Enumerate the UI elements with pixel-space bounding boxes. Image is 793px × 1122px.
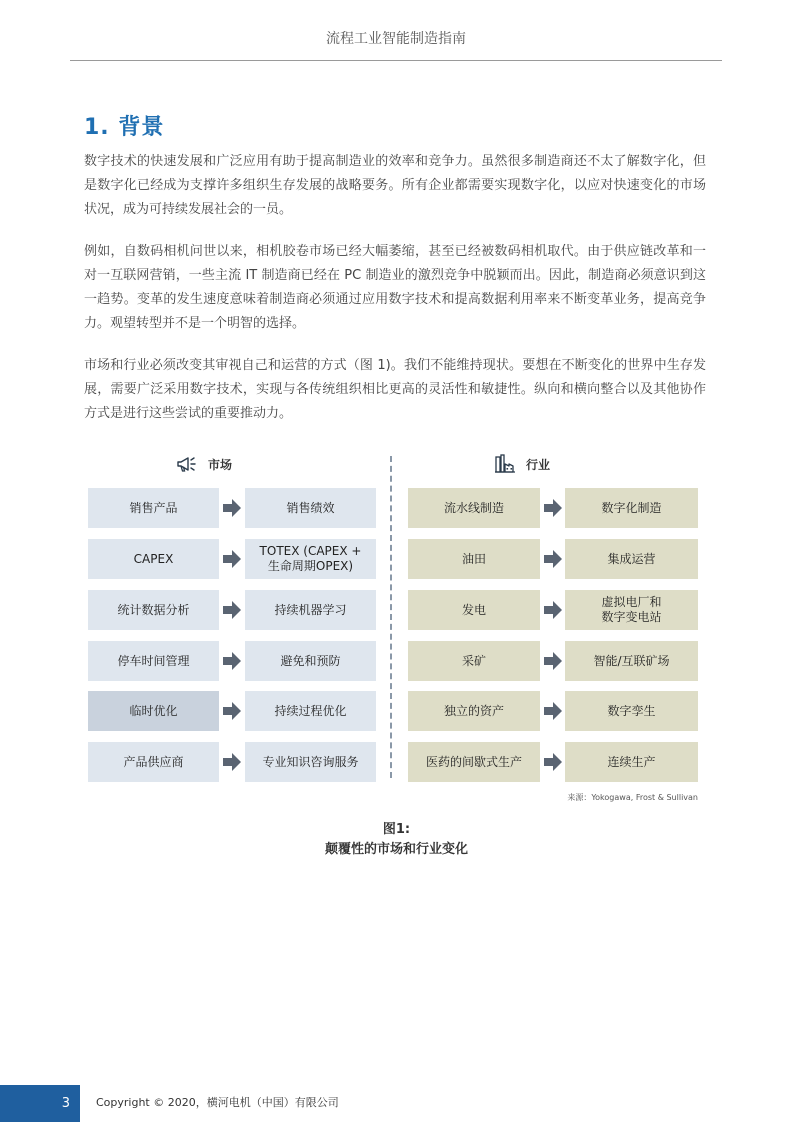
page-number: 3 <box>0 1085 80 1122</box>
market-label: 市场 <box>208 457 233 472</box>
arrow-right-icon <box>544 702 562 720</box>
factory-icon <box>494 454 516 474</box>
transition-row <box>0 539 793 579</box>
market-from-box: 产品供应商 <box>88 742 219 782</box>
transition-row <box>0 691 793 731</box>
industry-to-box: 连续生产 <box>565 742 698 782</box>
industry-from-box: 发电 <box>408 590 540 630</box>
copyright-text: Copyright © 2020，横河电机（中国）有限公司 <box>96 1096 339 1109</box>
section-title: 1. 背景 <box>84 115 165 140</box>
paragraph-2: 例如，自数码相机问世以来，相机胶卷市场已经大幅萎缩，甚至已经被数码相机取代。由于供应链改革和一对一互联网营销，一些主流 IT 制造商已经在 PC 制造业的激烈竞争中脱颖而出。因此，制造商必须意识到这一趋势。变革的发生速度意味着制造商必须通过应用数字技术和提高数据利用率来不断变革业务，提高竞争力。观望转型并不是一个明智的选择。 <box>84 244 706 331</box>
industry-from-box: 油田 <box>408 539 540 579</box>
industry-to-box: 数字孪生 <box>565 691 698 731</box>
market-to-box: 持续过程优化 <box>245 691 376 731</box>
arrow-right-icon <box>544 550 562 568</box>
arrow-right-icon <box>223 499 241 517</box>
paragraph-1: 数字技术的快速发展和广泛应用有助于提高制造业的效率和竞争力。虽然很多制造商还不太了解数字化，但是数字化已经成为支撑许多组织生存发展的战略要务。所有企业都需要实现数字化，以应对快速变化的市场状况，成为可持续发展社会的一员。 <box>84 154 706 217</box>
transition-row <box>0 742 793 782</box>
figure-caption <box>0 820 793 860</box>
market-from-box: 销售产品 <box>88 488 219 528</box>
industry-from-box: 流水线制造 <box>408 488 540 528</box>
market-to-box: 持续机器学习 <box>245 590 376 630</box>
figure-title: 颠覆性的市场和行业变化 <box>324 842 468 857</box>
megaphone-icon <box>176 455 198 473</box>
header-rule <box>70 60 722 61</box>
market-to-box: TOTEX (CAPEX + 生命周期OPEX) <box>245 539 376 579</box>
market-from-box: 停车时间管理 <box>88 641 219 681</box>
arrow-right-icon <box>223 652 241 670</box>
industry-to-box: 数字化制造 <box>565 488 698 528</box>
paragraph-3: 市场和行业必须改变其审视自己和运营的方式（图 1)。我们不能维持现状。要想在不断变化的世界中生存发展，需要广泛采用数字技术，实现与各传统组织相比更高的灵活性和敏捷性。纵向和横向整合以及其他协作方式是进行这些尝试的重要推动力。 <box>84 358 706 421</box>
industry-to-box: 集成运营 <box>565 539 698 579</box>
arrow-right-icon <box>223 702 241 720</box>
arrow-right-icon <box>544 499 562 517</box>
industry-to-box: 智能/互联矿场 <box>565 641 698 681</box>
arrow-right-icon <box>544 753 562 771</box>
market-from-box: CAPEX <box>88 539 219 579</box>
arrow-right-icon <box>223 753 241 771</box>
figure-source: 来源：Yokogawa, Frost & Sullivan <box>567 793 698 802</box>
market-to-box: 专业知识咨询服务 <box>245 742 376 782</box>
industry-from-box: 医药的间歇式生产 <box>408 742 540 782</box>
industry-from-box: 独立的资产 <box>408 691 540 731</box>
arrow-right-icon <box>544 652 562 670</box>
market-column-header <box>176 452 232 476</box>
transition-row <box>0 641 793 681</box>
transition-row <box>0 488 793 528</box>
market-to-box: 销售绩效 <box>245 488 376 528</box>
industry-to-box: 虚拟电厂和 数字变电站 <box>565 590 698 630</box>
market-from-box: 临时优化 <box>88 691 219 731</box>
running-header: 流程工业智能制造指南 <box>326 31 466 47</box>
transition-row <box>0 590 793 630</box>
market-from-box: 统计数据分析 <box>88 590 219 630</box>
industry-label: 行业 <box>526 457 551 472</box>
figure-number: 图1: <box>382 822 411 837</box>
industry-column-header <box>494 452 550 476</box>
arrow-right-icon <box>544 601 562 619</box>
industry-from-box: 采矿 <box>408 641 540 681</box>
arrow-right-icon <box>223 550 241 568</box>
arrow-right-icon <box>223 601 241 619</box>
market-to-box: 避免和预防 <box>245 641 376 681</box>
